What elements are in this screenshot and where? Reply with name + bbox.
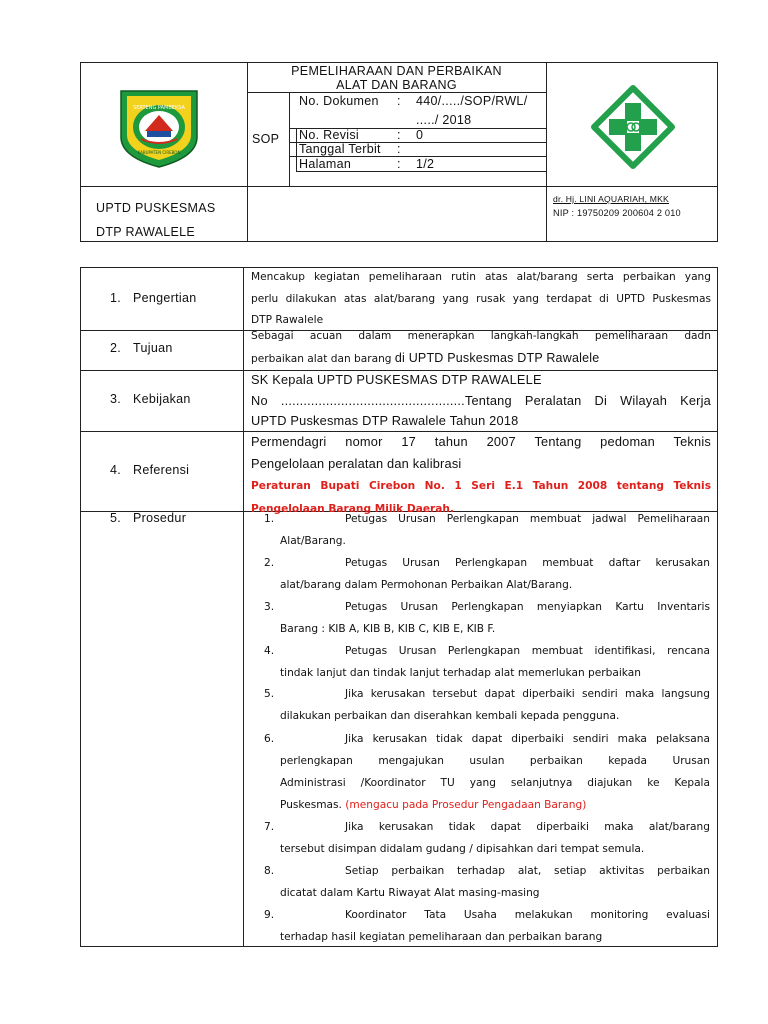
doc-number-colon: : [397, 94, 401, 108]
title-line-1: PEMELIHARAAN DAN PERBAIKAN [291, 64, 502, 78]
step-note: (mengacu pada Prosedur Pengadaan Barang) [345, 799, 587, 811]
step-number: 5. [264, 688, 275, 700]
regency-logo-bottom-text: KABUPATEN CIREBON [137, 150, 181, 155]
revision-value: 0 [416, 128, 424, 142]
step-line: Petugas Urusan Perlengkapan membuat jadwal Pemeliharaan [345, 513, 710, 525]
label-pengertian [110, 291, 197, 305]
text-line: No .................................................Tentang Peralatan Di Wilayah Kerja [251, 392, 711, 408]
step-number: 9. [264, 909, 275, 921]
signer-name: dr. Hj. LINI AQUARIAH, MKK [553, 194, 669, 204]
text-line: perlu dilakukan atas alat/barang yang rusak yang terdapat di UPTD Puskesmas [251, 292, 711, 305]
puskesmas-logo [591, 85, 675, 169]
label-num: 5. [110, 511, 122, 525]
text-line: UPTD Puskesmas DTP Rawalele Tahun 2018 [251, 413, 519, 428]
list-item [247, 684, 712, 728]
doc-number-value-cont: ...../ 2018 [416, 113, 472, 127]
step-number: 7. [264, 821, 275, 833]
issue-date-label: Tanggal Terbit [299, 142, 381, 156]
step-line: Alat/Barang. [280, 535, 346, 547]
text-line: Sebagai acuan dalam menerapkan langkah-langkah pemeliharaan dadn [251, 330, 711, 342]
text-line: Permendagri nomor 17 tahun 2007 Tentang pedoman Teknis [251, 434, 711, 449]
page-value: 1/2 [416, 157, 435, 171]
organization-name [96, 196, 216, 244]
doc-number-label: No. Dokumen [299, 94, 379, 108]
text-line: SK Kepala UPTD PUSKESMAS DTP RAWALELE [251, 372, 542, 387]
step-line: Barang : KIB A, KIB B, KIB C, KIB E, KIB F. [280, 623, 496, 635]
list-item [247, 553, 712, 597]
step-number: 3. [264, 601, 275, 613]
label-num: 4. [110, 463, 122, 477]
label-tujuan [110, 341, 173, 355]
step-line: alat/barang dalam Permohonan Perbaikan Alat/Barang. [280, 579, 573, 591]
step-line: tersebut disimpan didalam gudang / dipisahkan dari tempat semula. [280, 843, 645, 855]
org-line-2: DTP RAWALELE [96, 225, 195, 239]
label-text: Prosedur [133, 511, 187, 525]
step-line: tindak lanjut dan tindak lanjut terhadap alat memerlukan perbaikan [280, 667, 641, 679]
step-number: 6. [264, 733, 275, 745]
step-line: terhadap hasil kegiatan pemeliharaan dan perbaikan barang [280, 931, 603, 943]
label-kebijakan [110, 392, 191, 406]
list-item [247, 861, 712, 905]
step-line: Petugas Urusan Perlengkapan membuat identifikasi, rencana [345, 645, 710, 657]
list-item [247, 817, 712, 861]
sop-label: SOP [252, 132, 280, 146]
text-line [251, 348, 711, 371]
label-referensi [110, 463, 189, 477]
title-line-2: ALAT DAN BARANG [336, 78, 457, 92]
step-line: dilakukan perbaikan dan diserahkan kembali kepada pengguna. [280, 710, 620, 722]
step-line: Administrasi /Koordinator TU yang selanjutnya diajukan ke Kepala [280, 777, 710, 789]
org-line-1: UPTD PUSKESMAS [96, 201, 216, 215]
list-item [247, 509, 712, 553]
label-num: 1. [110, 291, 122, 305]
label-text: Referensi [133, 463, 190, 477]
step-line: Setiap perbaikan terhadap alat, setiap aktivitas perbaikan [345, 865, 710, 877]
step-number: 8. [264, 865, 275, 877]
step-line: Jika kerusakan tidak dapat diperbaiki sendiri maka pelaksana [345, 733, 710, 745]
signer-nip: NIP : 19750209 200604 2 010 [553, 208, 681, 218]
label-prosedur [110, 511, 186, 525]
step-number: 4. [264, 645, 275, 657]
document-title [247, 64, 546, 92]
text-part: di UPTD Puskesmas DTP Rawalele [394, 350, 600, 365]
step-line: Jika kerusakan tersebut dapat diperbaiki sendiri maka langsung [345, 688, 710, 700]
step-line: perlengkapan mengajukan usulan perbaikan kepada Urusan [280, 755, 710, 767]
referensi-text [251, 431, 711, 519]
tujuan-text [251, 326, 711, 370]
step-number: 2. [264, 557, 275, 569]
text-line: DTP Rawalele [251, 314, 324, 326]
text-part: perbaikan alat dan barang [251, 352, 395, 365]
pengertian-text [251, 267, 711, 332]
doc-number-value: 440/...../SOP/RWL/ [416, 94, 528, 108]
text-line: Pengelolaan peralatan dan kalibrasi [251, 456, 462, 471]
label-text: Tujuan [133, 341, 173, 355]
list-item [247, 905, 712, 949]
step-line [280, 795, 710, 817]
regency-logo-ring-text: SERTENG PAMBEKSA [133, 105, 185, 111]
label-num: 2. [110, 341, 122, 355]
page-colon: : [397, 157, 401, 171]
label-text: Kebijakan [133, 392, 191, 406]
kebijakan-text [251, 370, 711, 432]
list-item [247, 641, 712, 685]
issue-date-colon: : [397, 142, 401, 156]
label-text: Pengertian [133, 291, 197, 305]
step-text: Puskesmas. [280, 799, 346, 811]
step-line: Koordinator Tata Usaha melakukan monitoring evaluasi [345, 909, 710, 921]
text-line: Mencakup kegiatan pemeliharaan rutin atas alat/barang serta perbaikan yang [251, 271, 711, 283]
regency-logo [115, 87, 203, 169]
step-number: 1. [264, 513, 275, 525]
step-line: Petugas Urusan Perlengkapan membuat daftar kerusakan [345, 557, 710, 569]
revision-label: No. Revisi [299, 128, 359, 142]
step-line: dicatat dalam Kartu Riwayat Alat masing-masing [280, 887, 540, 899]
revision-colon: : [397, 128, 401, 142]
step-line: Petugas Urusan Perlengkapan menyiapkan Kartu Inventaris [345, 601, 710, 613]
list-item [247, 597, 712, 641]
label-num: 3. [110, 392, 122, 406]
step-line: Jika kerusakan tidak dapat diperbaiki maka alat/barang [345, 821, 710, 833]
text-line: Pengelolaan Barang Milik Daerah. [251, 503, 454, 515]
text-line: Peraturan Bupati Cirebon No. 1 Seri E.1 Tahun 2008 tentang Teknis [251, 480, 711, 492]
page-label: Halaman [299, 157, 352, 171]
list-item [247, 729, 712, 819]
